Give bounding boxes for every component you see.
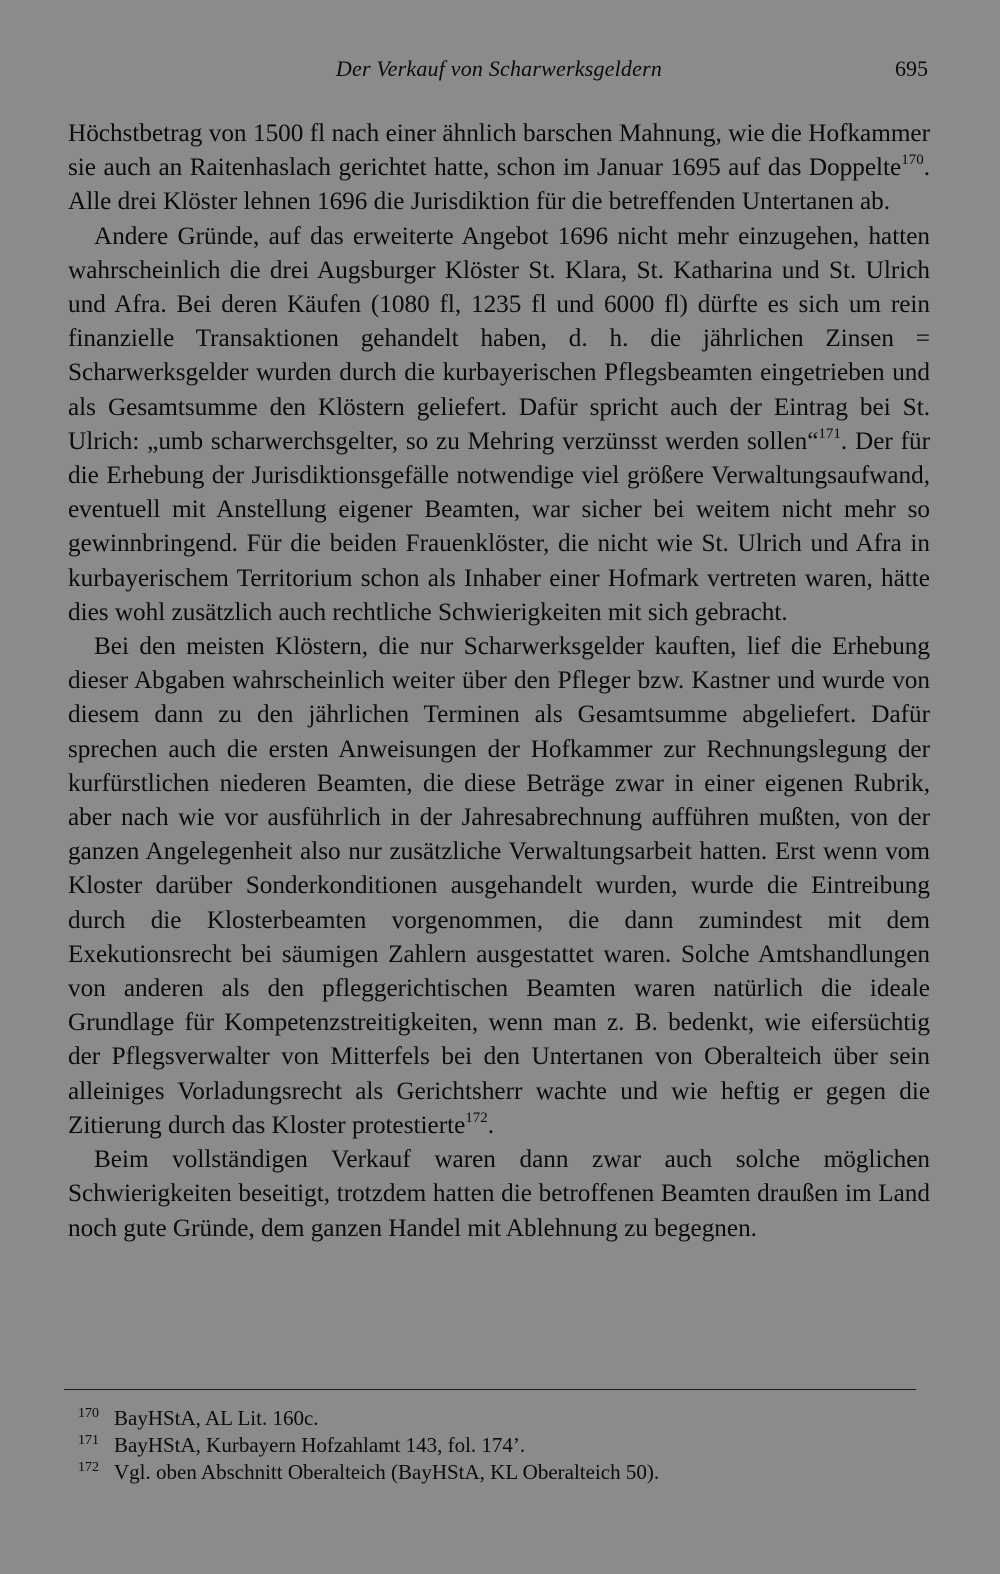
footnote-text: BayHStA, Kurbayern Hofzahlamt 143, fol. 174’. [114, 1433, 526, 1457]
footnote-text: Vgl. oben Abschnitt Oberalteich (BayHStA, KL Oberalteich 50). [114, 1460, 660, 1484]
paragraph-text: Andere Gründe, auf das erweiterte Angebot 1696 nicht mehr einzugehen, hatten wahrscheinlich die drei Augsburger Klöster St. Klara, St. Katharina und St. Ulrich und Afra. Bei deren Käufen (1080 fl, 1235 fl und 6000 fl) dürfte es sich um rein finanzielle Transaktionen gehandelt haben, d. h. die jährlichen Zinsen = Scharwerksgelder wurden durch die kurbayerischen Pflegsbeamten eingetrieben und als Gesamtsumme den Klöstern geliefert. Dafür spricht auch der Eintrag bei St. Ulrich: „umb scharwerchsgelter, so zu Mehring verzünsst werden sollen“ [68, 222, 930, 455]
paragraph [68, 220, 930, 630]
paragraph [68, 117, 930, 220]
paragraph-text: . Der für die Erhebung der Jurisdiktionsgefälle notwendige viel größere Verwaltungsaufwand, eventuell mit Anstellung eigener Beamten, war sicher bei weitem nicht mehr so gewinnbringend. Für die beiden Frauenklöster, die nicht wie St. Ulrich und Afra in kurbayerischem Territorium schon als Inhaber einer Hofmark vertreten waren, hätte dies wohl zusätzlich auch rechtliche Schwierigkeiten mit sich gebracht. [68, 427, 930, 626]
body-text [68, 117, 930, 1246]
paragraph [68, 1143, 930, 1246]
running-head [68, 56, 930, 88]
paragraph-text: . [487, 1111, 495, 1139]
footnote-ref: 172 [465, 1109, 488, 1126]
footnote: 171 BayHStA, Kurbayern Hofzahlamt 143, fol. 174’. [78, 1433, 526, 1457]
footnote-ref: 170 [901, 152, 924, 169]
paragraph-text: Höchstbetrag von 1500 fl nach einer ähnlich barschen Mahnung, wie die Hofkammer sie auch an Raitenhaslach gerichtet hatte, schon im Januar 1695 auf das Doppelte [68, 120, 930, 182]
paragraph [68, 630, 930, 1143]
paragraph-text: . Alle drei Klöster lehnen 1696 die Jurisdiktion für die betreffenden Untertanen ab. [68, 154, 930, 216]
paragraph-text: Bei den meisten Klöstern, die nur Scharwerksgelder kauften, lief die Erhebung dieser Abgaben wahrscheinlich weiter über den Pfleger bzw. Kastner und wurde von diesem dann zu den jährlichen Terminen als Gesamtsumme abgeliefert. Dafür sprechen auch die ersten Anweisungen der Hofkammer zur Rechnungslegung der kurfürstlichen niederen Beamten, die diese Beträge zwar in einer eigenen Rubrik, aber nach wie vor ausführlich in der Jahresabrechnung aufführen mußten, von der ganzen Angelegenheit also nur zusätzliche Verwaltungsarbeit hatten. Erst wenn vom Kloster darüber Sonderkonditionen ausgehandelt wurden, wurde die Eintreibung durch die Klosterbeamten vorgenommen, die dann zumindest mit dem Exekutionsrecht bei säumigen Zahlern ausgestattet waren. Solche Amtshandlungen von anderen als den pfleggerichtischen Beamten waren natürlich die ideale Grundlage für Kompetenzstreitigkeiten, wenn man z. B. bedenkt, wie eifersüchtig der Pflegsverwalter von Mitterfels bei den Untertanen von Oberalteich über sein alleiniges Vorladungsrecht als Gerichtsherr wachte und wie heftig er gegen die Zitierung durch das Kloster protestierte [68, 633, 930, 1139]
page-number: 695 [895, 56, 928, 81]
footnote-text: BayHStA, AL Lit. 160c. [114, 1406, 319, 1430]
footnote: 172 Vgl. oben Abschnitt Oberalteich (BayHStA, KL Oberalteich 50). [78, 1460, 660, 1484]
footnote-ref: 171 [818, 425, 841, 442]
running-title: Der Verkauf von Scharwerksgeldern [335, 56, 663, 81]
paragraph-text: Beim vollständigen Verkauf waren dann zwar auch solche möglichen Schwierigkeiten beseitigt, trotzdem hatten die betroffenen Beamten draußen im Land noch gute Gründe, dem ganzen Handel mit Ablehnung zu begegnen. [68, 1146, 930, 1242]
footnote: 170 BayHStA, AL Lit. 160c. [78, 1406, 319, 1430]
footnote-separator [64, 1389, 916, 1390]
footnotes [78, 1405, 918, 1486]
